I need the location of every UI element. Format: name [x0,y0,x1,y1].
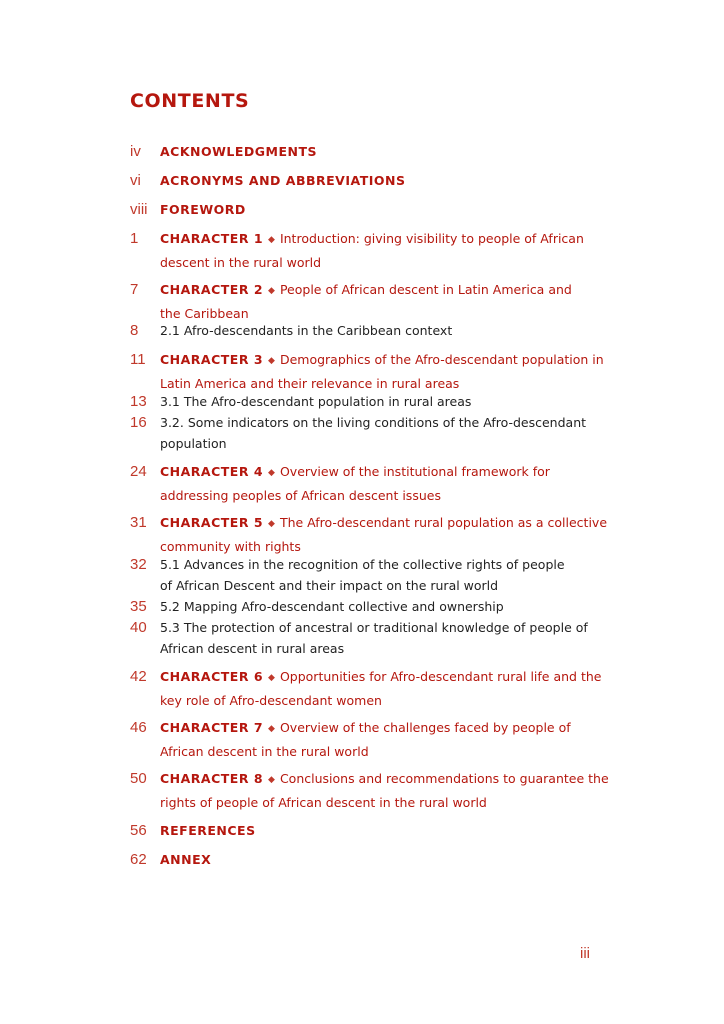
toc-entry-references[interactable] [130,820,620,841]
toc-heading: REFERENCES [160,823,256,838]
toc-entry-character-6[interactable] [130,666,620,711]
toc-heading: CHARACTER 8 [160,771,264,786]
toc-entry-3-2[interactable] [130,412,620,454]
toc-subsection: 3.2. Some indicators on the living conditions of the Afro-descendant population [160,415,587,451]
toc-subsection: 5.1 Advances in the recognition of the collective rights of people of African Descent and their impact on the rural world [160,557,565,593]
diamond-separator-icon: ◆ [268,235,275,245]
toc-heading: CHARACTER 5 [160,515,264,530]
toc-entry-acronyms[interactable] [130,170,620,191]
page-title: CONTENTS [130,90,250,112]
toc-entry-character-5[interactable] [130,512,620,557]
toc-entry-3-1[interactable] [130,391,620,412]
diamond-separator-icon: ◆ [268,468,275,478]
toc-heading: ACKNOWLEDGMENTS [160,144,318,159]
toc-entry-character-3[interactable] [130,349,620,394]
toc-page-number: 24 [130,463,147,480]
toc-entry-character-1[interactable] [130,228,620,273]
toc-page-number: 11 [130,351,146,368]
toc-heading: CHARACTER 3 [160,352,264,367]
toc-page-number: 46 [130,719,147,736]
toc-chapter-title: Opportunities for Afro-descendant rural life and the key role of Afro-descendant women [160,669,602,708]
diamond-separator-icon: ◆ [268,519,275,529]
toc-heading: FOREWORD [160,202,246,217]
toc-chapter-title: Demographics of the Afro-descendant population in Latin America and their relevance in rural areas [160,352,604,391]
toc-page-number: 8 [130,322,139,339]
toc-chapter-title: Overview of the institutional framework for addressing peoples of African descent issues [160,464,550,503]
toc-page-number: 7 [130,281,139,298]
toc-page-number: 16 [130,414,147,431]
toc-subsection: 2.1 Afro-descendants in the Caribbean context [160,323,453,338]
toc-chapter-title: The Afro-descendant rural population as a collective community with rights [160,515,608,554]
toc-entry-character-8[interactable] [130,768,620,813]
toc-heading: CHARACTER 1 [160,231,264,246]
toc-page-number: 1 [130,230,139,247]
toc-page-number: 31 [130,514,147,531]
toc-page-number: 35 [130,598,147,615]
toc-page-number: vi [130,172,141,189]
toc-heading: ACRONYMS AND ABBREVIATIONS [160,173,406,188]
toc-page-number: iv [130,143,141,160]
toc-page-number: viii [130,201,148,218]
toc-entry-character-7[interactable] [130,717,620,762]
toc-entry-5-1[interactable] [130,554,620,596]
toc-subsection: 3.1 The Afro-descendant population in rural areas [160,394,472,409]
diamond-separator-icon: ◆ [268,724,275,734]
toc-chapter-title: Overview of the challenges faced by people of African descent in the rural world [160,720,571,759]
toc-heading: CHARACTER 7 [160,720,264,735]
toc-entry-character-2[interactable] [130,279,620,324]
toc-chapter-title: People of African descent in Latin America and the Caribbean [160,282,572,321]
toc-subsection: 5.2 Mapping Afro-descendant collective and ownership [160,599,504,614]
toc-chapter-title: Introduction: giving visibility to people of African descent in the rural world [160,231,584,270]
toc-page-number: 50 [130,770,147,787]
toc-page-number: 40 [130,619,147,636]
toc-page-number: 56 [130,822,147,839]
diamond-separator-icon: ◆ [268,356,275,366]
toc-entry-acknowledgments[interactable] [130,141,620,162]
toc-entry-5-2[interactable] [130,596,620,617]
toc-entry-5-3[interactable] [130,617,620,659]
toc-page-number: 32 [130,556,147,573]
toc-heading: CHARACTER 6 [160,669,264,684]
toc-heading: CHARACTER 4 [160,464,264,479]
toc-page-number: 13 [130,393,147,410]
toc-chapter-title: Conclusions and recommendations to guarantee the rights of people of African descent in the rural world [160,771,609,810]
diamond-separator-icon: ◆ [268,286,275,296]
diamond-separator-icon: ◆ [268,673,275,683]
toc-entry-annex[interactable] [130,849,620,870]
page-number: iii [580,945,590,962]
toc-heading: CHARACTER 2 [160,282,264,297]
toc-page-number: 62 [130,851,147,868]
toc-entry-foreword[interactable] [130,199,620,220]
toc-heading: ANNEX [160,852,212,867]
toc-entry-character-4[interactable] [130,461,620,506]
toc-page-number: 42 [130,668,147,685]
diamond-separator-icon: ◆ [268,775,275,785]
toc-subsection: 5.3 The protection of ancestral or traditional knowledge of people of African descent in rural areas [160,620,588,656]
toc-entry-2-1[interactable] [130,320,620,341]
